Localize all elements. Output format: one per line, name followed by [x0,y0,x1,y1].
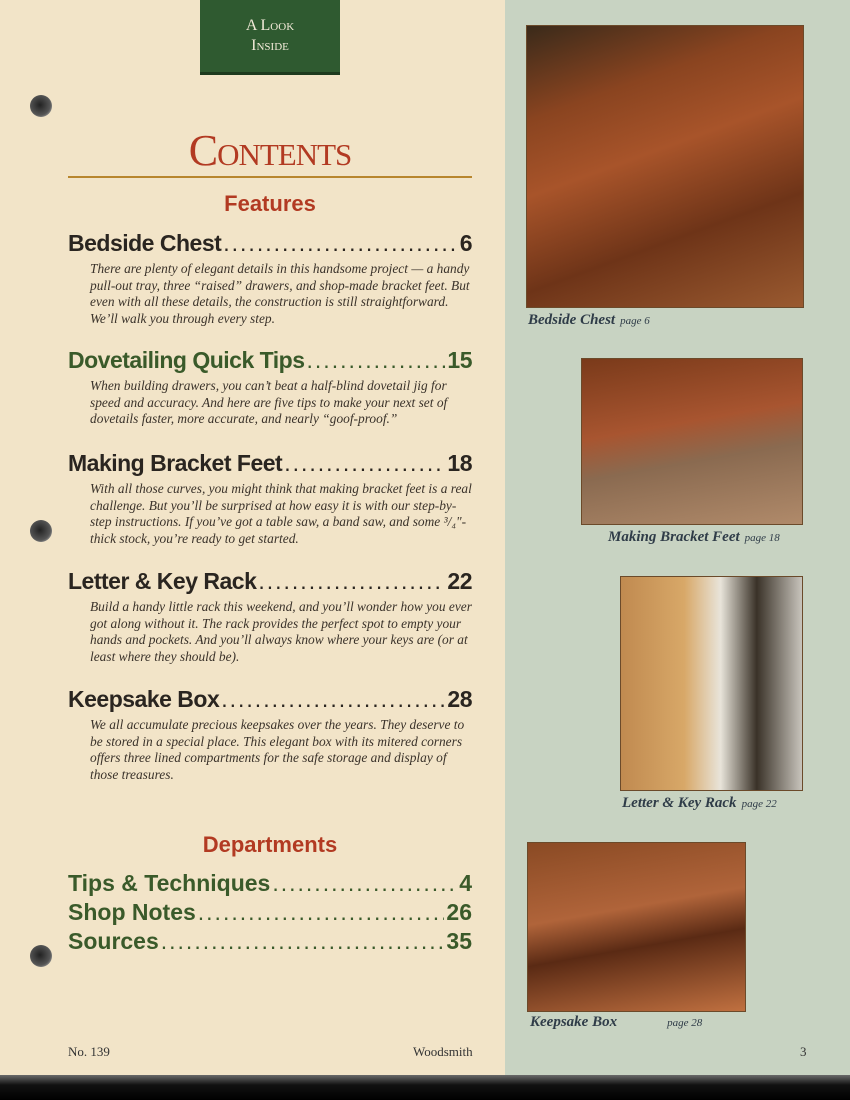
entry-title[interactable]: Letter & Key Rack [68,568,257,594]
entry-description: Build a handy little rack this weekend, and you’ll wonder how you ever got along without it. The rack provides the perfect spot to empty your hands and pockets. And you’ll always know where your keys are (or at least where they should be). [90,599,472,664]
binder-hole [30,520,52,542]
binder-hole [30,945,52,967]
photo-caption: Making Bracket Feet page 18 [608,529,780,545]
entry-description: With all those curves, you might think that making bracket feet is a real challenge. But you’ll be surprised at how easy it is with our step-by-step instructions. If you’ve got a table saw, a band saw, and some ³/₄"-thick stock, you’re ready to get started. [90,481,472,546]
department-list [68,869,472,956]
bracket-feet-photo [581,358,803,525]
feature-entry[interactable] [68,567,472,665]
entry-title[interactable]: Bedside Chest [68,230,222,256]
look-inside-badge [200,0,340,75]
departments-heading: Departments [202,832,338,857]
feature-entry[interactable] [68,229,472,327]
department-entry[interactable]: Shop Notes ..... 26 [68,898,472,927]
keepsake-box-photo [527,842,746,1012]
entry-title[interactable]: Making Bracket Feet [68,450,283,476]
badge-line: A Look [245,17,295,34]
feature-entry[interactable] [68,685,472,783]
feature-entry[interactable] [68,449,472,547]
entry-description: There are plenty of elegant details in this handsome project — a handy pull-out tray, three “raised” drawers, and shop-made bracket feet. But even with all these details, the construction is still straightforward. We’ll walk you through every step. [90,261,470,326]
entry-description: We all accumulate precious keepsakes over the years. They deserve to be stored in a special place. This elegant box with its mitered corners offers three lined compartments for the safe storage and display of those treasures. [90,717,465,782]
entry-page: 18 [447,450,472,476]
bedside-chest-photo [526,25,804,308]
entry-description: When building drawers, you can’t beat a half-blind dovetail jig for speed and accuracy. And here are five tips to make your next set of dovetails faster, more accurate, and nearly “goof-proof.” [90,378,448,426]
magazine-name: Woodsmith [413,1044,473,1059]
entry-title[interactable]: Dovetailing Quick Tips [68,347,305,373]
features-heading: Features [224,191,316,216]
badge-line: Inside [251,37,289,54]
entry-page: 6 [459,230,472,256]
entry-page: 28 [447,686,472,712]
issue-number: No. 139 [68,1044,110,1059]
photo-caption: Bedside Chest page 6 [528,312,650,328]
entry-page: 22 [447,568,472,594]
title-rule [68,176,472,178]
entry-title[interactable]: Keepsake Box [68,686,220,712]
binder-hole [30,95,52,117]
department-entry[interactable]: Tips & Techniques ..... 4 [68,869,472,898]
entry-page: 15 [447,347,472,373]
scan-edge [0,1075,850,1100]
page-title: Contents [188,126,352,175]
photo-caption: Keepsake Box page 28 [530,1014,703,1030]
page-number: 3 [800,1044,807,1059]
feature-entry[interactable] [68,346,472,428]
department-entry[interactable]: Sources ..... 35 [68,927,472,956]
key-rack-photo [620,576,803,791]
photo-caption: Letter & Key Rack page 22 [622,795,777,811]
